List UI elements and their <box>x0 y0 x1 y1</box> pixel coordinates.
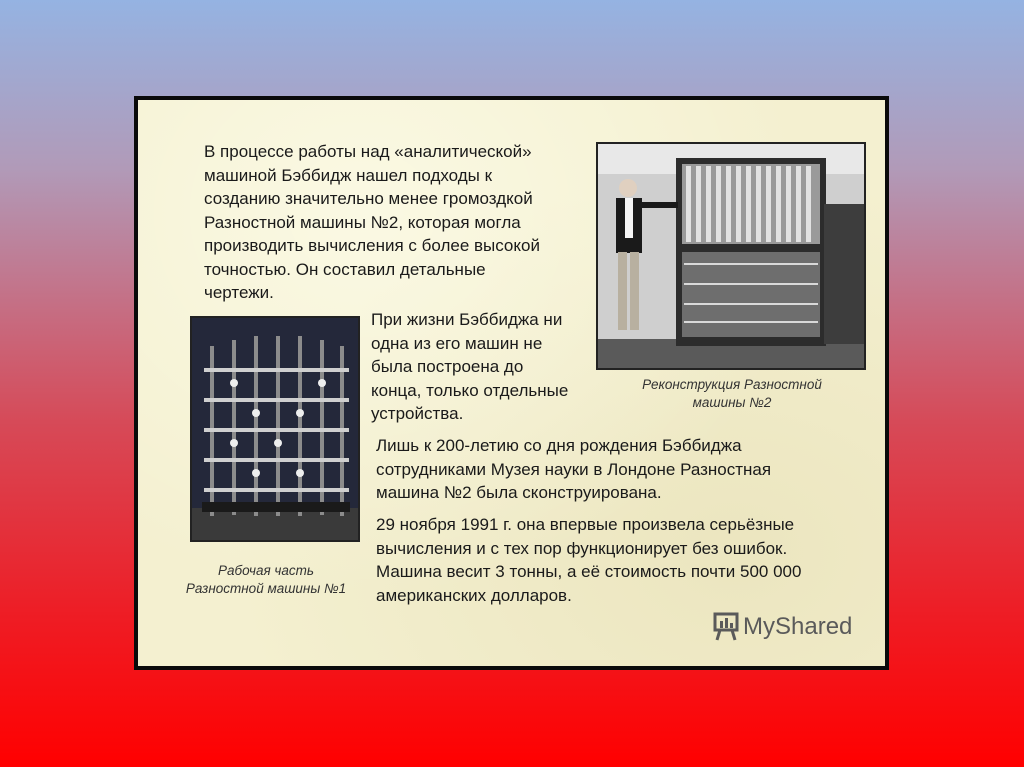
paragraph-never-built: При жизни Бэббиджа ни одна из его машин не была построена до конца, только отдельные устройства. <box>371 310 569 423</box>
watermark-logo <box>713 610 863 644</box>
difference-engine-1-image <box>192 318 358 540</box>
paragraph-analytical-engine: В процессе работы над «аналитической» машиной Бэббидж нашел подходы к созданию значительно менее громоздкой Разностной машины №2, которая могла производить вычисления с более высокой точностью. Он составил детальные чертежи. <box>204 142 540 302</box>
difference-engine-2-image <box>598 144 864 368</box>
paragraph-200-anniversary: Лишь к 200-летию со дня рождения Бэббиджа сотрудниками Музея науки в Лондоне Разностная машина №2 была сконструирована. <box>376 436 772 502</box>
slide <box>134 96 889 670</box>
paragraph-first-computation: 29 ноября 1991 г. она впервые произвела серьёзные вычисления и с тех пор функционирует без ошибок. Машина весит 3 тонны, а её стоимость почти 500 000 американских долларов. <box>376 515 802 605</box>
reconstruction-photo <box>596 142 866 370</box>
caption-working-part: Рабочая часть Разностной машины №1 <box>185 563 347 596</box>
working-part-photo <box>190 316 360 542</box>
presentation-board-icon <box>713 612 739 642</box>
watermark-text: MyShared <box>743 613 853 640</box>
caption-reconstruction: Реконструкция Разностной машины №2 <box>642 377 822 410</box>
